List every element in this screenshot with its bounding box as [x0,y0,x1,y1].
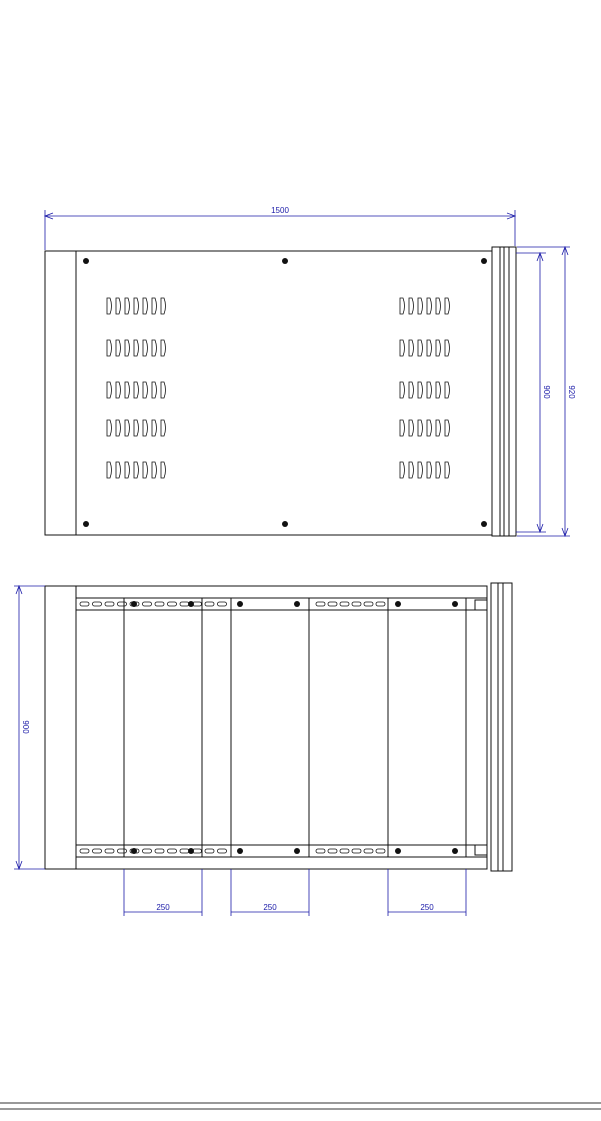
vent-louvre [400,420,405,436]
top-panel-outline [45,251,492,535]
vent-louvre [409,420,414,436]
screw-hole [481,521,487,527]
vent-louvre [436,382,441,398]
vent-louvre [107,420,112,436]
vent-louvre [445,382,450,398]
vent-louvre [436,340,441,356]
mounting-hole [188,601,194,607]
rail-slot [80,602,89,606]
rail-slot [155,849,164,853]
vent-louvre [409,382,414,398]
vent-louvre [152,298,157,314]
vent-louvres-left [107,298,166,478]
vent-louvre [161,298,166,314]
vent-louvre [436,420,441,436]
vent-louvre [116,382,121,398]
left-end-panel [45,586,76,869]
sheet-border [0,1103,601,1109]
rail-slot [364,849,373,853]
vent-louvre [427,298,432,314]
vent-louvre [143,340,148,356]
vent-louvre [125,382,130,398]
vent-louvre [409,462,414,478]
rail-slot [205,602,214,606]
rail-slot [316,849,325,853]
rail-slot [205,849,214,853]
dim-label-width: 1500 [271,206,289,215]
rail-slot [340,849,349,853]
vent-louvre [116,420,121,436]
vent-louvre [134,420,139,436]
rail-slot [80,849,89,853]
rail-slot [118,602,127,606]
vent-louvre [400,462,405,478]
mounting-hole [237,601,243,607]
vent-louvre [116,298,121,314]
rail-slot [376,602,385,606]
vent-louvre [427,340,432,356]
dim-label-spacing-3: 250 [420,903,434,912]
vent-louvre [445,462,450,478]
rail-slot [352,602,361,606]
mounting-hole [294,848,300,854]
vent-louvre [143,382,148,398]
mounting-hole [131,601,137,607]
rail-slot [364,602,373,606]
rail-slot [316,602,325,606]
mounting-hole [452,848,458,854]
vent-louvre [152,420,157,436]
bracket [475,845,487,855]
screw-hole [282,258,288,264]
frame-outline [76,586,487,869]
vent-louvre [418,382,423,398]
mounting-hole [452,601,458,607]
rail-slot [340,602,349,606]
vent-louvre [400,340,405,356]
vent-louvre [152,382,157,398]
rail-slots [80,602,385,853]
vent-louvre [134,382,139,398]
vent-louvre [161,382,166,398]
rail-slot [218,849,227,853]
vent-louvre [125,420,130,436]
mounting-hole [131,848,137,854]
vent-louvre [436,298,441,314]
rail-slot [93,602,102,606]
vent-louvre [418,462,423,478]
rail-slot [143,602,152,606]
front-view-dimensions [14,586,466,916]
vent-louvre [161,340,166,356]
vent-louvre [152,462,157,478]
rail-slot [168,602,177,606]
rail-slot [155,602,164,606]
mounting-hole [395,848,401,854]
vent-louvre [125,298,130,314]
vent-louvre [116,462,121,478]
vent-louvre [427,420,432,436]
vent-louvre [400,298,405,314]
rail-holes [131,601,458,854]
vent-louvre [134,462,139,478]
dim-label-outer-height: 920 [567,385,576,399]
vent-louvre [418,340,423,356]
vent-louvre [427,462,432,478]
vent-louvre [143,298,148,314]
vent-louvre [436,462,441,478]
top-view-dimensions [45,210,570,536]
rail-slot [143,849,152,853]
mounting-hole [188,848,194,854]
front-view [45,583,512,871]
screw-hole [83,258,89,264]
dim-label-inner-height: 900 [542,385,551,399]
mounting-hole [395,601,401,607]
screw-hole [83,521,89,527]
vent-louvre [107,382,112,398]
vent-louvre [143,420,148,436]
vent-louvre [134,340,139,356]
vent-louvres-right [400,298,450,478]
rail-slot [105,602,114,606]
rail-slot [352,849,361,853]
vent-louvre [418,420,423,436]
vent-louvre [445,298,450,314]
vent-louvre [445,340,450,356]
vent-louvre [409,340,414,356]
dim-label-spacing-1: 250 [156,903,170,912]
dim-label-front-height: 900 [21,720,30,734]
mounting-hole [237,848,243,854]
screw-hole [481,258,487,264]
vent-louvre [107,462,112,478]
rail-slot [218,602,227,606]
vent-louvre [161,420,166,436]
vent-louvre [161,462,166,478]
vent-louvre [445,420,450,436]
rail-slot [118,849,127,853]
rail-slot [105,849,114,853]
bracket [475,600,487,610]
rail-slot [180,849,189,853]
rail-slot [376,849,385,853]
screw-hole [282,521,288,527]
rail-slot [328,602,337,606]
vent-louvre [418,298,423,314]
vent-louvre [427,382,432,398]
vent-louvre [152,340,157,356]
vent-louvre [107,340,112,356]
vent-louvre [143,462,148,478]
vent-louvre [107,298,112,314]
vent-louvre [409,298,414,314]
vent-louvre [134,298,139,314]
dim-label-spacing-2: 250 [263,903,277,912]
rail-slot [168,849,177,853]
vent-louvre [400,382,405,398]
vent-louvre [125,462,130,478]
front-handle-frame [491,583,512,871]
rail-slot [328,849,337,853]
rail-slot [180,602,189,606]
rail-slot [93,849,102,853]
vent-louvre [125,340,130,356]
mounting-hole [294,601,300,607]
vent-louvre [116,340,121,356]
